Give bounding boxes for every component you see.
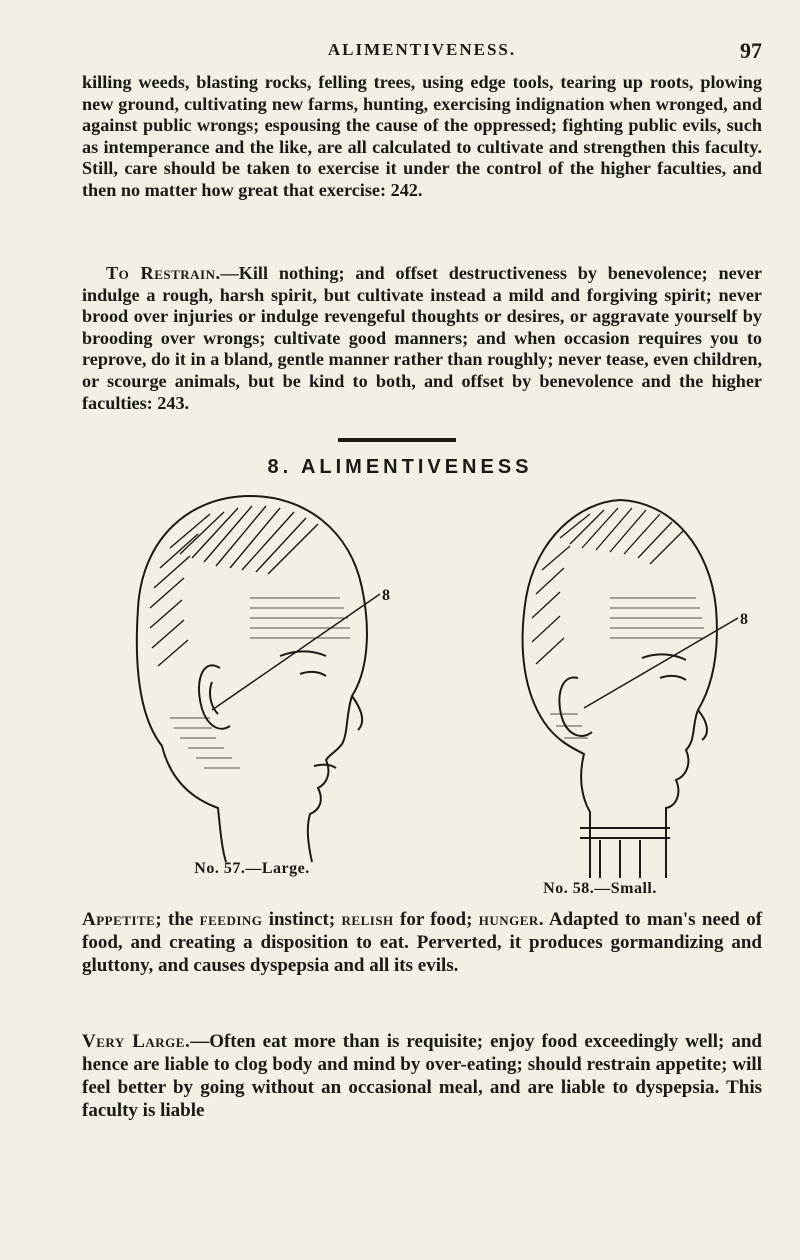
text-run: for food;: [393, 909, 479, 930]
keyword-hunger: hunger: [478, 909, 539, 930]
figure-large-head: [100, 478, 400, 863]
figure-small-head: [460, 478, 760, 888]
running-head: [82, 40, 762, 70]
paragraph-appetite: [82, 908, 762, 977]
keyword-relish: relish: [341, 909, 394, 930]
paragraph-destructiveness-cultivate: killing weeds, blasting rocks, felling trees, using edge tools, tearing up roots, plowing new ground, cultivating new farms, hunting, exercising indignation when wronged, and against public wrongs; espousing the cause of the oppressed; fighting public evils, such as intemperance and the like, are all calculated to cultivate and strengthen this faculty. Still, care should be taken to exercise it under the control of the higher faculties, and then no matter how great that exercise: 242.: [82, 72, 762, 200]
paragraph-body: —Often eat more than is requisite; enjoy food exceedingly well; and hence are liable to clog body and mind by over-eating; should restrain appetite; will feel better by going without an occasional meal, and are liable to dyspepsia. This faculty is liable: [82, 1031, 762, 1121]
paragraph-heading: To Restrain.: [106, 263, 221, 283]
head-engraving-large: [100, 478, 400, 863]
section-divider: [338, 438, 456, 442]
paragraph-very-large: [82, 1030, 762, 1122]
text-run: instinct;: [262, 909, 342, 930]
figure-mark: 8: [382, 587, 390, 604]
paragraph-heading: Very Large.: [82, 1031, 191, 1052]
paragraph-to-restrain: [82, 263, 762, 414]
section-title: 8. ALIMENTIVENESS: [267, 456, 533, 478]
head-engraving-small: [460, 478, 760, 888]
text-run: ; the: [155, 909, 200, 930]
text-run: . Adapted to man's need of food, and creating a disposition to eat. Perverted, it produces gormandizing and gluttony, and causes dyspepsia and all its evils.: [82, 909, 763, 976]
caption-large: No. 57.—Large.: [194, 860, 310, 877]
paragraph-heading: Appetite: [82, 909, 156, 930]
page-number: 97: [740, 38, 762, 63]
running-title: ALIMENTIVENESS.: [327, 40, 517, 59]
paragraph-body: —Kill nothing; and offset destructiveness by benevolence; never indulge a rough, harsh spirit, but cultivate instead a mild and forgiving spirit; never brood over injuries or indulge revengeful thoughts or desires, or aggravate yourself by brooding over wrongs; cultivate good manners; and when occasion requires you to reprove, do it in a bland, gentle manner rather than roughly; never tease, even children, or scourge animals, but be kind to both, and offset by benevolence and the higher faculties: 243.: [82, 263, 762, 413]
keyword-feeding: feeding: [199, 909, 263, 930]
figure-mark: 8: [740, 611, 748, 628]
caption-small: No. 58.—Small.: [543, 880, 657, 897]
